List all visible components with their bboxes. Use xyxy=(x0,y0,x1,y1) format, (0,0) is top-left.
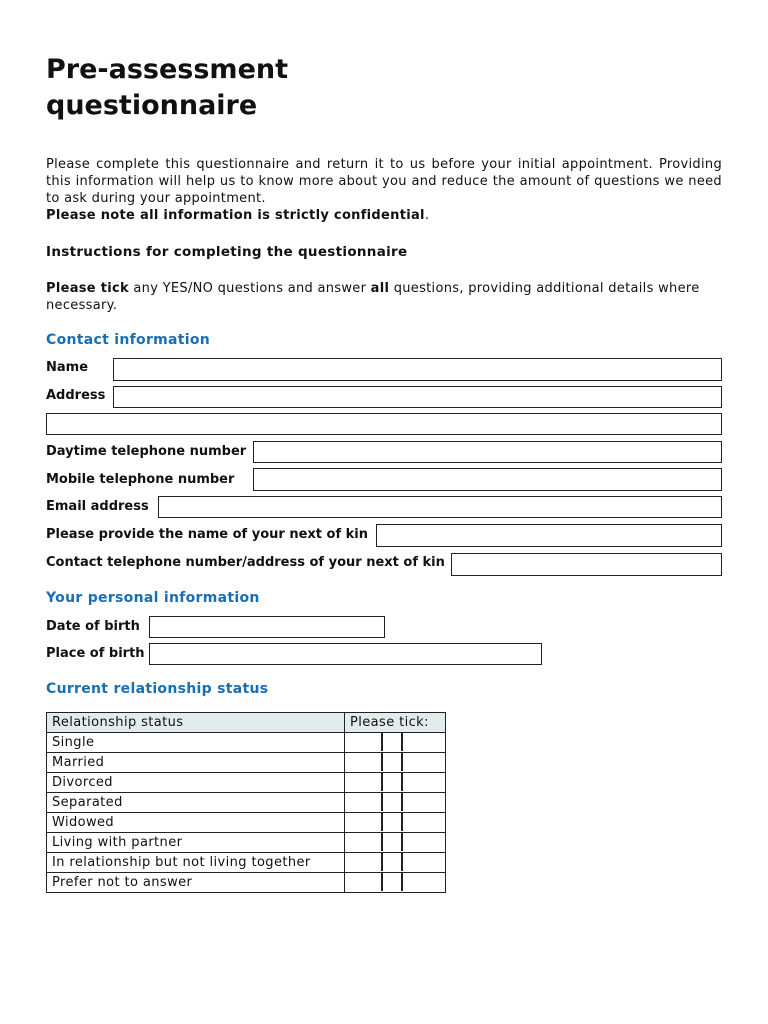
tick-cell xyxy=(345,853,446,873)
col-please-tick: Please tick: xyxy=(345,713,446,733)
table-row xyxy=(47,873,446,893)
relationship-option: Living with partner xyxy=(47,833,345,853)
address-label: Address xyxy=(46,388,106,403)
period: . xyxy=(424,208,430,223)
relationship-option: In relationship but not living together xyxy=(47,853,345,873)
name-field[interactable] xyxy=(113,358,722,381)
personal-heading: Your personal information xyxy=(46,590,260,606)
table-row xyxy=(47,793,446,813)
relationship-option: Separated xyxy=(47,793,345,813)
email-label: Email address xyxy=(46,499,149,514)
dob-label: Date of birth xyxy=(46,619,140,634)
table-row xyxy=(47,733,446,753)
name-label: Name xyxy=(46,360,89,375)
tick-checkbox[interactable] xyxy=(381,792,403,811)
address-field-1[interactable] xyxy=(113,386,722,408)
tick-cell xyxy=(345,813,446,833)
all: all xyxy=(370,281,390,296)
tick-cell xyxy=(345,733,446,753)
confidential-note: Please note all information is strictly confidential xyxy=(46,208,425,223)
contact-heading: Contact information xyxy=(46,332,211,348)
please-tick: Please tick xyxy=(46,281,129,296)
relationship-option: Single xyxy=(47,733,345,753)
tick-checkbox[interactable] xyxy=(381,772,403,791)
kin-name-field[interactable] xyxy=(376,524,722,547)
kin-name-label: Please provide the name of your next of kin xyxy=(46,527,368,542)
instructions-heading: Instructions for completing the questionnaire xyxy=(46,244,408,260)
intro-text: Please complete this questionnaire and return it to us before your initial appointment. Providing this information will help us to know more about you and reduce the amount of questions we need to ask during your appointment. xyxy=(46,157,722,206)
instructions-text xyxy=(46,280,722,314)
pob-field[interactable] xyxy=(149,643,542,665)
page-title: Pre-assessment questionnaire xyxy=(46,54,289,121)
instr-part: questions, providing additional details where necessary. xyxy=(46,281,700,313)
relationship-option: Married xyxy=(47,753,345,773)
daytime-label: Daytime telephone number xyxy=(46,444,247,459)
mobile-phone-field[interactable] xyxy=(253,468,722,491)
pob-label: Place of birth xyxy=(46,646,145,661)
relationship-option: Prefer not to answer xyxy=(47,873,345,893)
table-row xyxy=(47,813,446,833)
tick-checkbox[interactable] xyxy=(381,832,403,851)
instr-part: any YES/NO questions and answer xyxy=(128,281,371,296)
table-row xyxy=(47,753,446,773)
daytime-phone-field[interactable] xyxy=(253,441,722,463)
address-field-2[interactable] xyxy=(46,413,722,435)
table-row xyxy=(47,853,446,873)
tick-cell xyxy=(345,833,446,853)
kin-contact-label: Contact telephone number/address of your next of kin xyxy=(46,555,445,570)
intro xyxy=(46,156,722,224)
email-field[interactable] xyxy=(158,496,722,518)
relationship-option: Widowed xyxy=(47,813,345,833)
tick-checkbox[interactable] xyxy=(381,852,403,871)
tick-cell xyxy=(345,753,446,773)
table-header xyxy=(47,713,446,733)
dob-field[interactable] xyxy=(149,616,385,638)
relationship-heading: Current relationship status xyxy=(46,681,269,697)
relationship-option: Divorced xyxy=(47,773,345,793)
tick-checkbox[interactable] xyxy=(381,752,403,771)
col-relationship-status: Relationship status xyxy=(47,713,345,733)
tick-cell xyxy=(345,773,446,793)
tick-cell xyxy=(345,873,446,893)
table-row xyxy=(47,833,446,853)
table-row xyxy=(47,773,446,793)
relationship-table xyxy=(46,712,446,893)
tick-checkbox[interactable] xyxy=(381,812,403,831)
tick-checkbox[interactable] xyxy=(381,872,403,891)
tick-checkbox[interactable] xyxy=(381,732,403,751)
kin-contact-field[interactable] xyxy=(451,553,722,576)
tick-cell xyxy=(345,793,446,813)
mobile-label: Mobile telephone number xyxy=(46,472,235,487)
